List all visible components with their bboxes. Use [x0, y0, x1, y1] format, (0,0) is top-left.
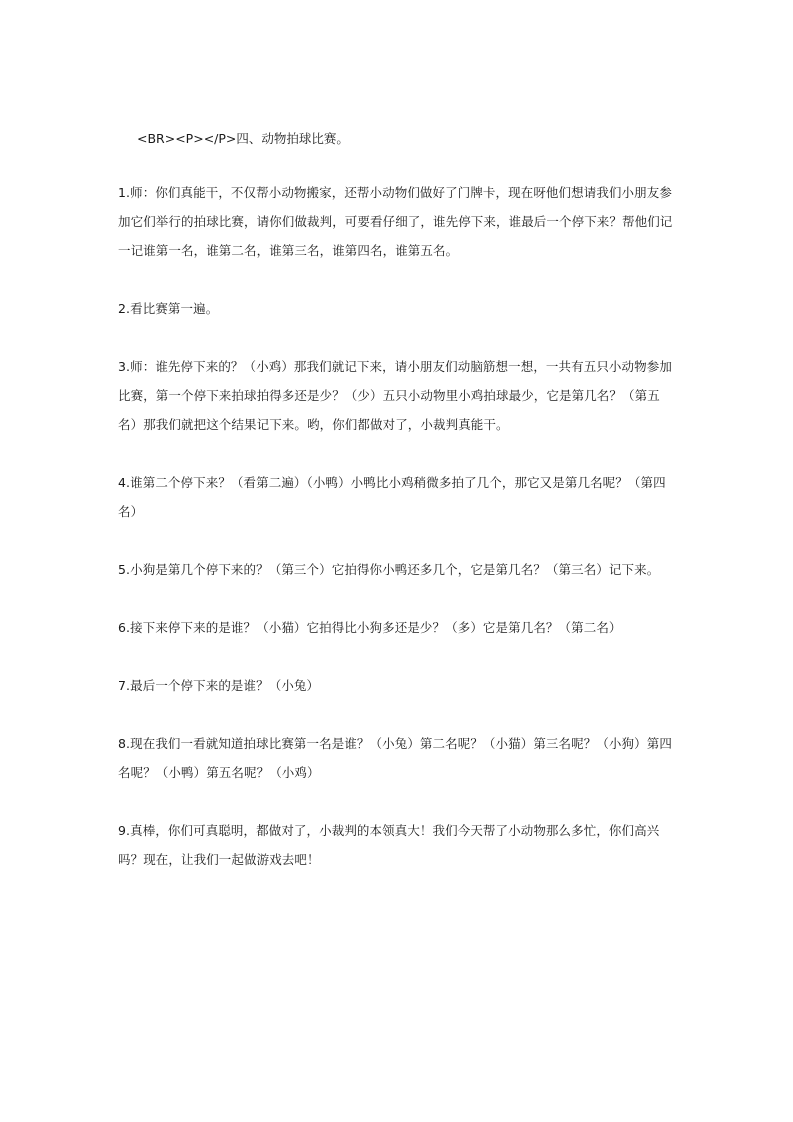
paragraph-6: 6.接下来停下来的是谁？（小猫）它拍得比小狗多还是少？（多）它是第几名？（第二名） [118, 620, 622, 635]
paragraph-5: 5.小狗是第几个停下来的？（第三个）它拍得你小鸭还多几个，它是第几名？（第三名）记下来。 [118, 562, 660, 577]
section-heading: <BR><P></P>四、动物拍球比赛。 [137, 131, 349, 146]
paragraph-4: 4.谁第二个停下来？（看第二遍）（小鸭）小鸭比小鸡稍微多拍了几个，那它又是第几名呢？（第四名） [118, 475, 666, 519]
document-body [118, 129, 678, 874]
paragraph-8: 8.现在我们一看就知道拍球比赛第一名是谁？（小兔）第二名呢？（小猫）第三名呢？（小狗）第四名呢？（小鸭）第五名呢？（小鸡） [118, 736, 672, 780]
paragraph-9: 9.真棒，你们可真聪明，都做对了，小裁判的本领真大！我们今天帮了小动物那么多忙，你们高兴吗？现在，让我们一起做游戏去吧！ [118, 823, 660, 867]
paragraph-1: 1.师：你们真能干，不仅帮小动物搬家，还帮小动物们做好了门牌卡，现在呀他们想请我们小朋友参加它们举行的拍球比赛，请你们做裁判，可要看仔细了，谁先停下来，谁最后一个停下来？帮他们记一记谁第一名，谁第二名，谁第三名，谁第四名，谁第五名。 [118, 185, 673, 258]
paragraph-3: 3.师：谁先停下来的？（小鸡）那我们就记下来，请小朋友们动脑筋想一想，一共有五只小动物参加比赛，第一个停下来拍球拍得多还是少？（少）五只小动物里小鸡拍球最少，它是第几名？（第五名）那我们就把这个结果记下来。哟，你们都做对了，小裁判真能干。 [118, 359, 672, 432]
paragraph-2: 2.看比赛第一遍。 [118, 301, 219, 316]
paragraph-7: 7.最后一个停下来的是谁？（小兔） [118, 678, 320, 693]
